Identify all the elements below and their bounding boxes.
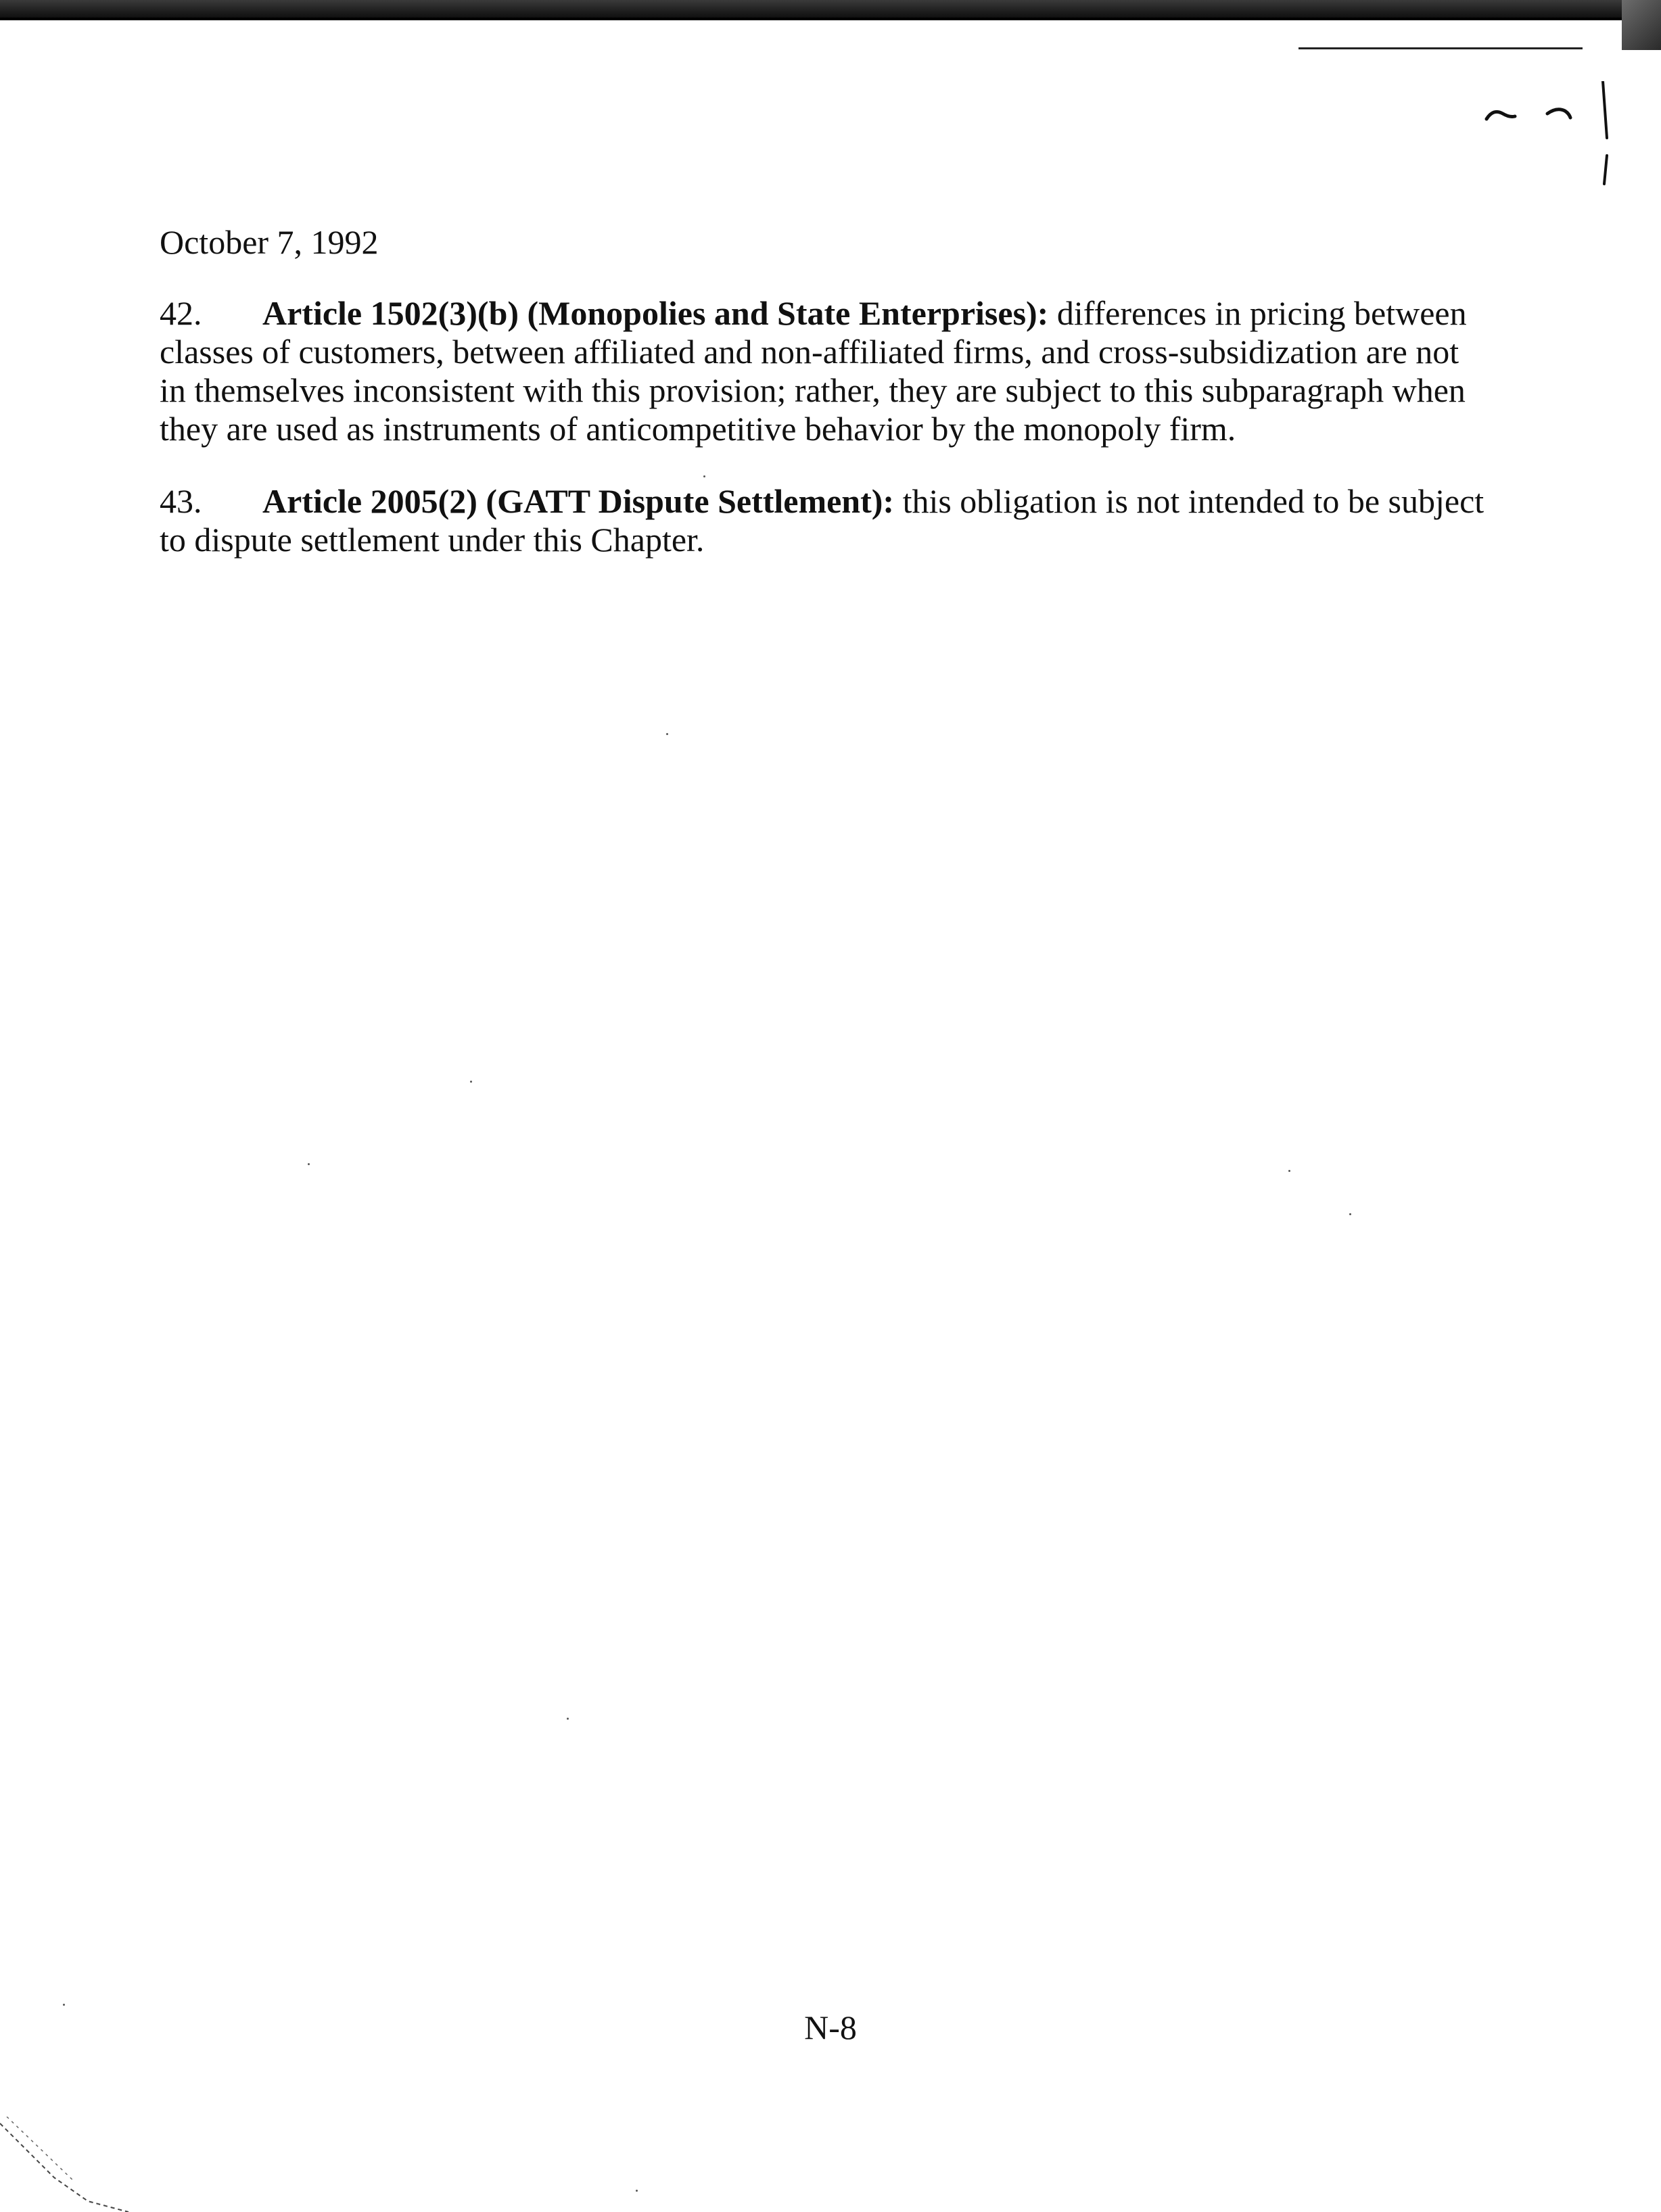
scan-edge-streak [0, 2117, 135, 2212]
page-number: N-8 [804, 2008, 857, 2046]
scan-speck [63, 2004, 65, 2006]
document-date: October 7, 1992 [160, 223, 379, 261]
scan-speck [703, 475, 705, 477]
note-43 [160, 482, 1492, 559]
scan-edge-top [0, 0, 1623, 20]
handwritten-mark [1474, 81, 1623, 196]
scan-edge-corner [1622, 0, 1661, 50]
note-heading: Article 1502(3)(b) (Monopolies and State Enterprises): [262, 294, 1049, 332]
document-body [160, 223, 1512, 593]
scan-speck [470, 1081, 472, 1083]
note-heading: Article 2005(2) (GATT Dispute Settlement): [262, 482, 895, 520]
note-number: 43. [160, 482, 202, 520]
note-text: differences in pricing between classes of customers, between affiliated and non-affiliated firms, and cross-subsidization are not in themselves inconsistent with this provision; rather, they are subject to this subparagraph when they are used as instruments of anticompetitive behavior by the monopoly firm. [160, 294, 1467, 448]
scan-speck [636, 2190, 638, 2192]
note-text: this obligation is not intended to be subject to dispute settlement under this Chapter. [160, 482, 1484, 559]
scan-speck [567, 1718, 569, 1720]
note-number: 42. [160, 294, 202, 332]
scan-speck [666, 733, 668, 735]
scan-speck [308, 1163, 310, 1165]
note-42 [160, 294, 1492, 448]
scan-speck [1288, 1170, 1290, 1172]
scan-speck [1349, 1213, 1351, 1215]
top-rule-line [1299, 47, 1583, 49]
